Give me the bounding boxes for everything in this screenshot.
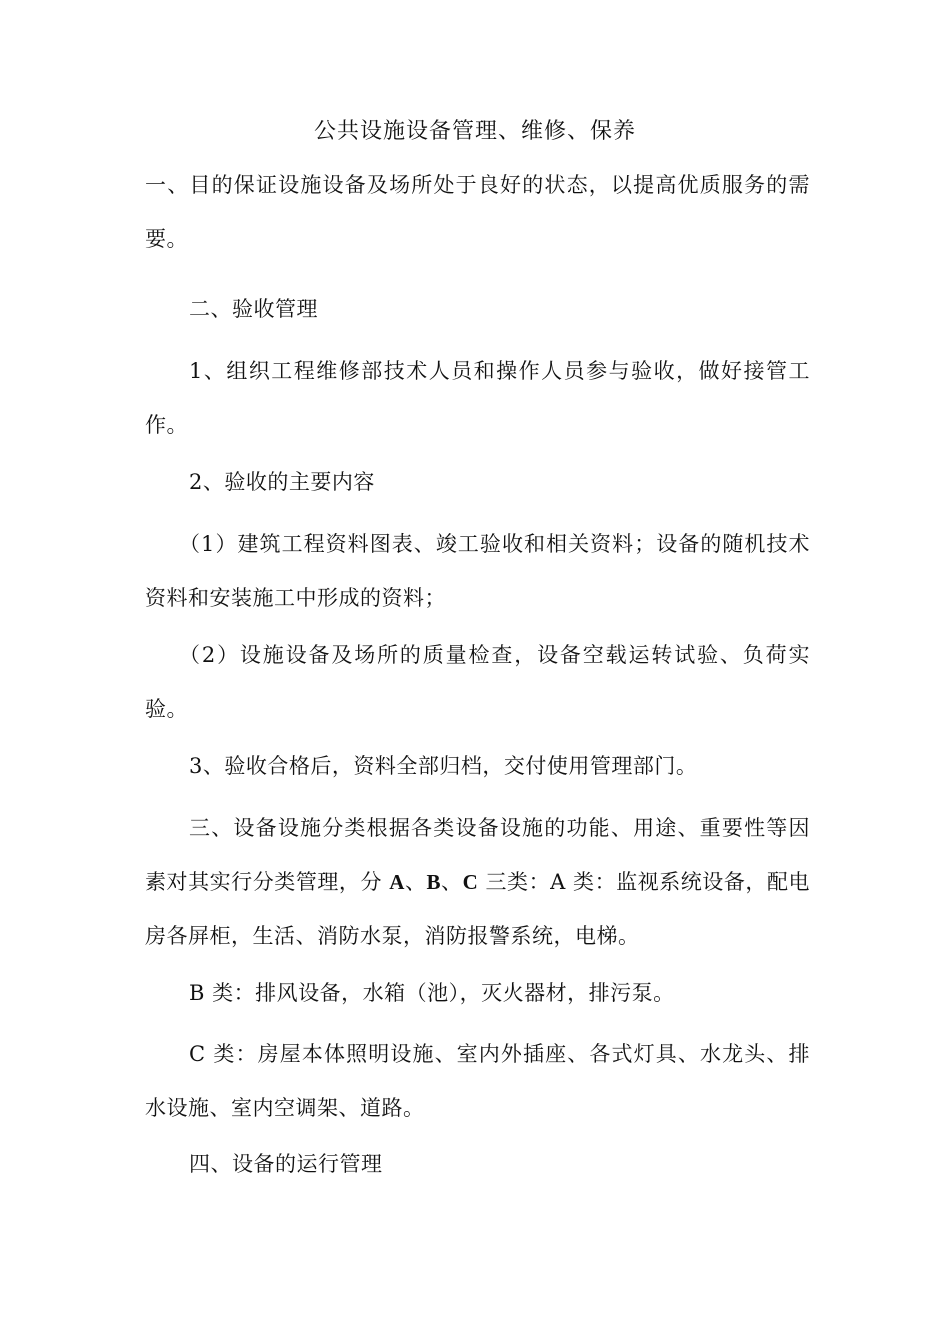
classification-text-start: 三、设备设施分类根据各类设备设施的功能、用途、重要性等因素对其实行分类管理，分 xyxy=(145,816,810,894)
paragraph-acceptance-item-1: （1）建筑工程资料图表、竣工验收和相关资料；设备的随机技术资料和安装施工中形成的资料； xyxy=(145,532,810,610)
class-c-label: C xyxy=(462,870,479,894)
paragraph-acceptance-content: 2、验收的主要内容 xyxy=(189,470,375,494)
paragraph-classification xyxy=(145,801,810,963)
classification-separator: 、 xyxy=(441,870,463,894)
paragraph-acceptance-organize: 1、组织工程维修部技术人员和操作人员参与验收，做好接管工作。 xyxy=(145,359,810,437)
document-title: 公共设施设备管理、维修、保养 xyxy=(313,119,636,144)
paragraph-class-b: B 类：排风设备，水箱（池），灭火器材，排污泵。 xyxy=(189,981,675,1005)
heading-acceptance-management: 二、验收管理 xyxy=(189,297,318,321)
paragraph-purpose: 一、目的保证设施设备及场所处于良好的状态，以提高优质服务的需要。 xyxy=(145,173,810,251)
paragraph-acceptance-archive: 3、验收合格后，资料全部归档，交付使用管理部门。 xyxy=(189,754,698,778)
heading-operation-management: 四、设备的运行管理 xyxy=(189,1152,383,1176)
class-b-label: B xyxy=(426,870,442,894)
classification-separator: 、 xyxy=(404,870,427,894)
classification-text-end: 三类：A 类：监视系统设备，配电房各屏柜，生活、消防水泵，消防报警系统，电梯。 xyxy=(145,870,810,948)
paragraph-class-c: C 类：房屋本体照明设施、室内外插座、各式灯具、水龙头、排水设施、室内空调架、道路。 xyxy=(145,1042,810,1120)
paragraph-acceptance-item-2: （2）设施设备及场所的质量检查，设备空载运转试验、负荷实验。 xyxy=(145,643,810,721)
class-a-label: A xyxy=(389,870,405,894)
